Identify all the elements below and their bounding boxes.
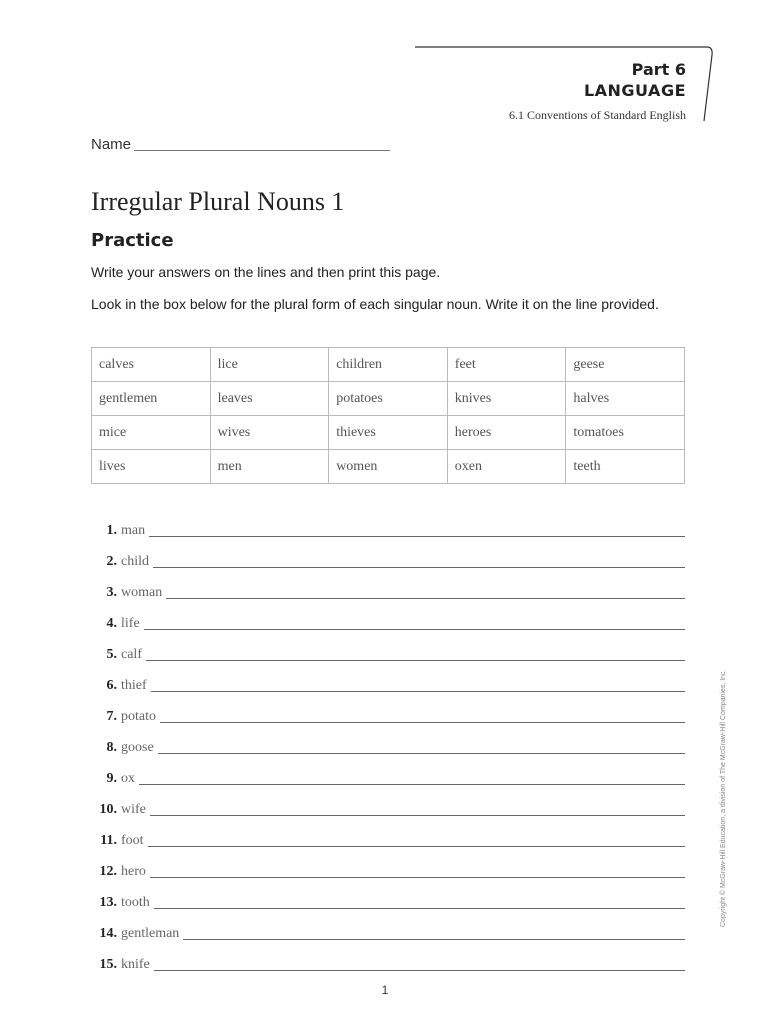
answer-line[interactable]	[160, 722, 685, 723]
question-number: 15.	[99, 957, 117, 972]
standard-label: 6.1 Conventions of Standard English	[509, 108, 686, 122]
question-number: 5.	[106, 647, 117, 662]
word-box-cell: children	[329, 348, 448, 382]
word-box-cell: tomatoes	[566, 416, 685, 450]
question-word: woman	[121, 585, 163, 600]
question-number: 6.	[106, 678, 117, 693]
word-box-cell: leaves	[210, 382, 329, 416]
question-word: gentleman	[121, 926, 180, 941]
answer-line[interactable]	[166, 598, 685, 599]
question-word: man	[121, 523, 146, 538]
question-word: goose	[121, 740, 154, 755]
word-box-cell: teeth	[566, 450, 685, 484]
question-word: hero	[121, 864, 146, 879]
answer-line[interactable]	[150, 815, 685, 816]
word-box-cell: knives	[447, 382, 566, 416]
word-box-cell: gentlemen	[92, 382, 211, 416]
question-word: ox	[121, 771, 135, 786]
question-word: child	[121, 554, 149, 569]
question-item	[91, 882, 685, 913]
question-word: thief	[121, 678, 147, 693]
question-number: 11.	[100, 833, 117, 848]
question-item	[91, 572, 685, 603]
answer-line[interactable]	[148, 846, 685, 847]
question-number: 10.	[99, 802, 117, 817]
question-number: 1.	[106, 523, 117, 538]
question-list	[91, 510, 685, 975]
word-box-cell: oxen	[447, 450, 566, 484]
word-box-cell: geese	[566, 348, 685, 382]
question-word: tooth	[121, 895, 150, 910]
word-box-cell: halves	[566, 382, 685, 416]
word-box-cell: lice	[210, 348, 329, 382]
word-box-cell: potatoes	[329, 382, 448, 416]
question-item	[91, 913, 685, 944]
answer-line[interactable]	[183, 939, 685, 940]
question-item	[91, 727, 685, 758]
word-box	[91, 347, 685, 484]
question-number: 9.	[106, 771, 117, 786]
answer-line[interactable]	[146, 660, 685, 661]
question-word: potato	[121, 709, 156, 724]
answer-line[interactable]	[139, 784, 685, 785]
question-item	[91, 851, 685, 882]
question-number: 2.	[106, 554, 117, 569]
question-word: knife	[121, 957, 150, 972]
word-box-cell: calves	[92, 348, 211, 382]
word-box-row	[92, 382, 685, 416]
answer-line[interactable]	[158, 753, 685, 754]
answer-line[interactable]	[144, 629, 685, 630]
question-word: life	[121, 616, 140, 631]
question-item	[91, 820, 685, 851]
word-box-row	[92, 450, 685, 484]
word-box-row	[92, 348, 685, 382]
question-item	[91, 789, 685, 820]
question-number: 14.	[99, 926, 117, 941]
practice-heading: Practice	[91, 230, 174, 251]
question-number: 3.	[106, 585, 117, 600]
question-item	[91, 944, 685, 975]
word-box-cell: heroes	[447, 416, 566, 450]
word-box-cell: men	[210, 450, 329, 484]
question-number: 7.	[106, 709, 117, 724]
answer-line[interactable]	[151, 691, 685, 692]
answer-line[interactable]	[150, 877, 685, 878]
question-item	[91, 603, 685, 634]
question-number: 8.	[106, 740, 117, 755]
page-number: 1	[381, 983, 389, 997]
word-box-cell: feet	[447, 348, 566, 382]
question-number: 13.	[99, 895, 117, 910]
name-row	[91, 136, 391, 156]
answer-line[interactable]	[154, 970, 685, 971]
question-item	[91, 758, 685, 789]
question-number: 4.	[106, 616, 117, 631]
word-box-cell: thieves	[329, 416, 448, 450]
question-item	[91, 541, 685, 572]
word-box-cell: women	[329, 450, 448, 484]
answer-line[interactable]	[149, 536, 685, 537]
page-title: Irregular Plural Nouns 1	[91, 187, 345, 216]
part-label: Part 6	[631, 60, 686, 79]
question-item	[91, 634, 685, 665]
word-box-row	[92, 416, 685, 450]
question-item	[91, 665, 685, 696]
instruction-word-box: Look in the box below for the plural form of each singular noun. Write it on the line provided.	[91, 296, 659, 312]
copyright-notice: Copyright © McGraw-Hill Education, a division of The McGraw-Hill Companies, Inc.	[720, 669, 727, 927]
question-word: calf	[121, 647, 142, 662]
question-item	[91, 696, 685, 727]
instruction-print: Write your answers on the lines and then print this page.	[91, 264, 441, 280]
word-box-cell: lives	[92, 450, 211, 484]
question-word: foot	[121, 833, 144, 848]
section-label: LANGUAGE	[583, 81, 686, 100]
answer-line[interactable]	[153, 567, 685, 568]
name-answer-line[interactable]	[134, 150, 390, 151]
answer-line[interactable]	[154, 908, 685, 909]
question-item	[91, 510, 685, 541]
word-box-cell: mice	[92, 416, 211, 450]
question-number: 12.	[99, 864, 117, 879]
word-box-cell: wives	[210, 416, 329, 450]
name-label: Name	[91, 136, 132, 153]
question-word: wife	[121, 802, 146, 817]
